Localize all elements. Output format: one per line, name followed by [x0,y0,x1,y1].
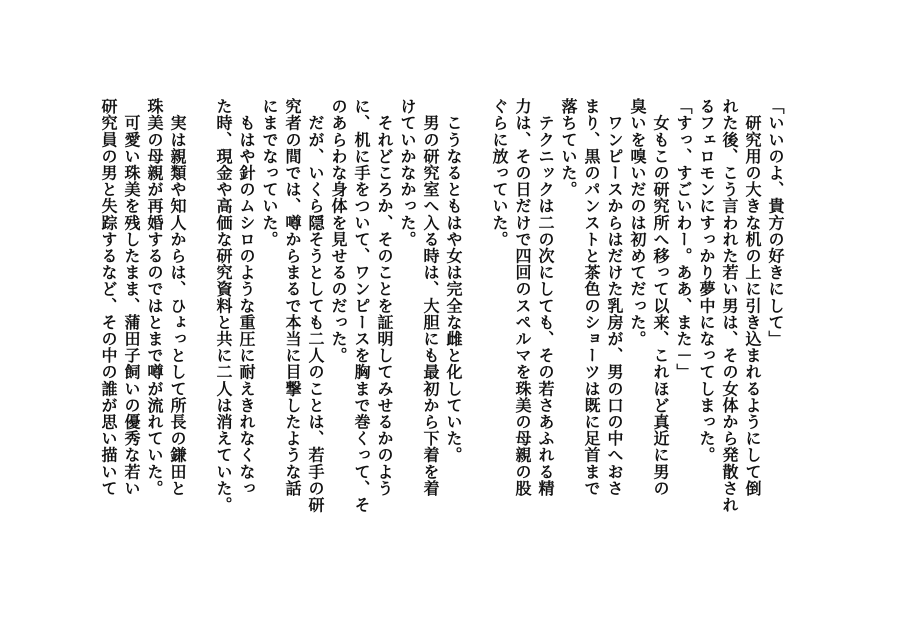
text-line: まり、黒のパンストと茶色のショーツは既に足首まで [582,98,601,497]
text-line: ワンピースからはだけた乳房が、男の口の中へおさ [605,98,624,497]
text-line: 珠美の母親が再婚するのではとまで噂が流れていた。 [145,98,164,497]
text-line: 力は、その日だけで四回のスペルマを珠美の母親の股 [513,98,532,497]
text-line: のあらわな身体を見せるのだった。 [329,98,348,364]
text-line: 男の研究室へ入る時は、大胆にも最初から下着を着 [421,98,440,497]
text-line: 究者の間では、噂からまるで本当に目撃したような話 [283,98,302,497]
text-line: だが、いくら隠そうとしても二人のことは、若手の研 [306,98,325,513]
text-line: 研究用の大きな机の上に引き込まれるようにして倒 [743,98,762,497]
text-line: けていかなかった。 [398,98,417,248]
text-line: テクニックは二の次にしても、その若さあふれる精 [536,98,555,497]
text-line: に、机に手をついて、ワンピースを胸まで巻くって、そ [352,98,371,513]
text-line: ぐらに放っていた。 [490,98,509,248]
text-line: にまでなっていた。 [260,98,279,248]
text-line: 実は親類や知人からは、ひょっとして所長の鎌田と [168,98,187,497]
text-line: 「いいのよ、貴方の好きにして」 [766,98,785,347]
text-line: 女もこの研究所へ移って以来、これほど真近に男の [651,98,670,497]
text-line: 研究員の男と失踪するなど、その中の誰が思い描いて [99,98,118,497]
text-line: それどころか、そのことを証明してみせるかのよう [375,98,394,497]
text-line: もはや針のムシロのような重圧に耐えきれなくなっ [237,98,256,497]
text-line: た時、現金や高価な研究資料と共に二人は消えていた。 [214,98,233,513]
text-line: るフェロモンにすっかり夢中になってしまった。 [697,98,716,464]
text-line: 「すっ、すごいわー。ああ、また－」 [674,98,693,381]
text-line: こうなるともはや女は完全な雌と化していた。 [444,98,463,464]
text-line: 落ちていた。 [559,98,578,198]
text-line: れた後、こう言われた若い男は、その女体から発散され [720,98,739,513]
blank-line [189,98,211,598]
text-line: 可愛い珠美を残したまま、蒲田子飼いの優秀な若い [122,98,141,497]
text-line: 臭いを嗅いだのは初めてだった。 [628,98,647,347]
blank-line [465,98,487,598]
